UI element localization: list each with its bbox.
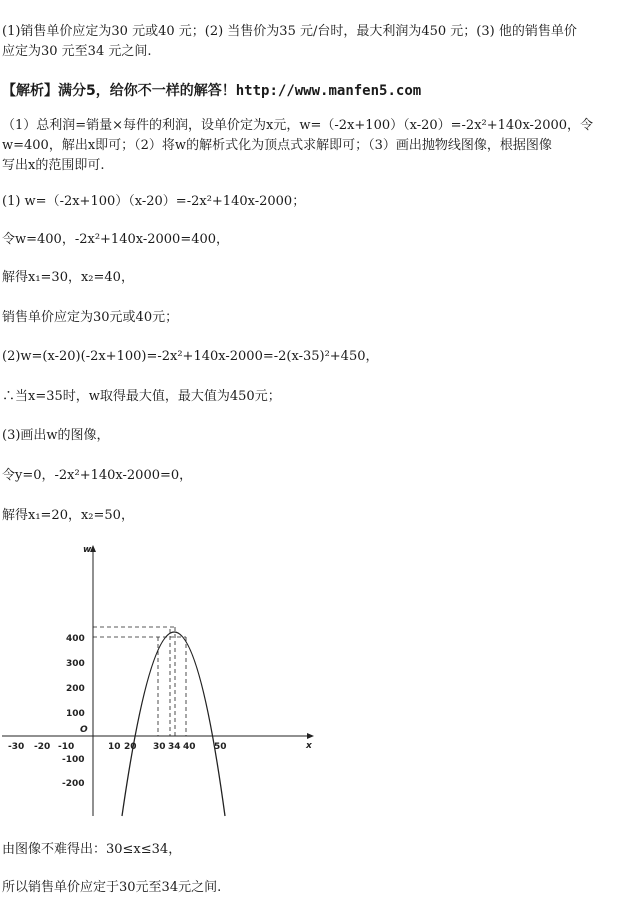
guide-lines (93, 627, 186, 736)
x-tick-label: -30 (8, 742, 25, 752)
answer-line-1: (1)销售单价应定为30 元或40 元；(2) 当售价为35 元/台时，最大利润为450 元；(3) 他的销售单价 (2, 24, 577, 39)
x-axis-label: x (306, 741, 312, 751)
header-url[interactable]: http://www.manfen5.com (235, 83, 422, 99)
solution-step-5: (2)w=(x-20)(-2x+100)=-2x²+140x-2000=-2(x-35)²+450， (2, 349, 379, 364)
solution-step-10: 由图像不难得出：30≤x≤34， (2, 842, 182, 857)
answer-line-2: 应定为30 元至34 元之间. (2, 44, 152, 59)
y-tick-label: -100 (62, 755, 85, 765)
x-tick-label: 34 (168, 742, 181, 752)
solution-step-8: 令y=0，-2x²+140x-2000=0， (2, 468, 193, 483)
solution-step-9: 解得x₁=20，x₂=50， (2, 508, 134, 523)
solution-step-2: 令w=400，-2x²+140x-2000=400， (2, 232, 230, 247)
x-tick-label: 30 (153, 742, 166, 752)
solution-step-4: 销售单价应定为30元或40元； (2, 310, 179, 325)
x-tick-label: 20 (124, 742, 137, 752)
analysis-header (2, 80, 421, 100)
solution-step-6: ∴当x=35时，w取得最大值，最大值为450元； (2, 389, 281, 404)
solution-step-1: (1) w=（-2x+100）（x-20）=-2x²+140x-2000； (2, 194, 306, 209)
solution-step-11: 所以销售单价应定于30元至34元之间. (2, 880, 222, 895)
solution-step-3: 解得x₁=30，x₂=40， (2, 270, 134, 285)
parabola-graph (0, 538, 330, 828)
y-tick-label: 200 (66, 684, 85, 694)
analysis-line-3: 写出x的范围即可. (2, 158, 105, 173)
analysis-line-2: w=400，解出x即可；（2）将w的解析式化为顶点式求解即可；（3）画出抛物线图像，根据图像 (2, 138, 552, 153)
x-tick-label: 50 (214, 742, 227, 752)
y-axis-label: w (83, 545, 92, 555)
analysis-line-1: （1）总利润=销量×每件的利润，设单价定为x元，w=（-2x+100）（x-20）=-2x²+140x-2000，令 (2, 118, 594, 133)
y-tick-label: 400 (66, 634, 85, 644)
y-tick-label: -200 (62, 779, 85, 789)
x-tick-label: -20 (34, 742, 51, 752)
x-tick-label: 10 (108, 742, 121, 752)
x-tick-label: 40 (183, 742, 196, 752)
y-tick-label: 300 (66, 659, 85, 669)
solution-step-7: (3)画出w的图像， (2, 428, 110, 443)
x-axis-arrow (307, 733, 314, 739)
x-tick-label: -10 (58, 742, 75, 752)
origin-label: O (80, 725, 88, 735)
y-tick-label: 100 (66, 709, 85, 719)
header-label: 【解析】满分5，给你不一样的解答！ (2, 83, 236, 99)
parabola-curve (122, 632, 225, 816)
